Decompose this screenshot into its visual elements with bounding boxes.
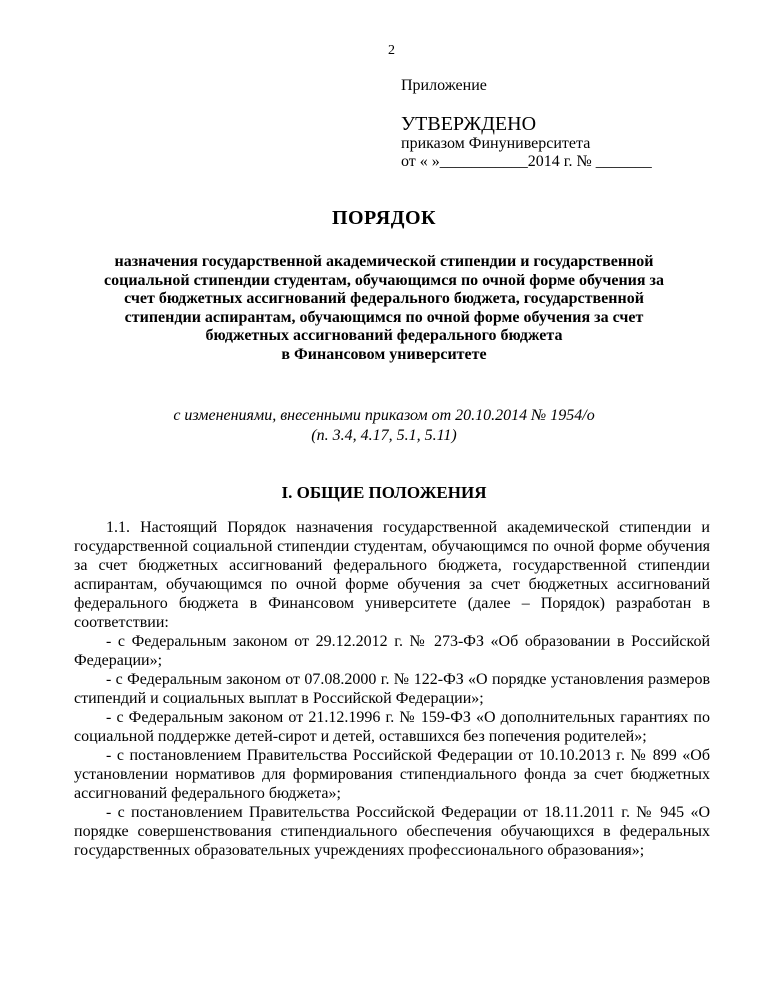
body-paragraph: - с Федеральным законом от 21.12.1996 г. № 159-ФЗ «О дополнительных гарантиях по социальной поддержке детей-сирот и детей, оставшихся без попечения родителей»; bbox=[74, 709, 710, 745]
document-subtitle bbox=[60, 253, 708, 364]
subtitle-line: назначения государственной академической стипендии и государственной bbox=[114, 253, 654, 270]
order-date-line: от « »___________2014 г. № _______ bbox=[401, 153, 652, 170]
document-title: ПОРЯДОК bbox=[331, 207, 437, 229]
amendments-note bbox=[60, 406, 708, 446]
body-paragraph: - с постановлением Правительства Российской Федерации от 18.11.2011 г. № 945 «О порядке совершенствования стипендиального обеспечения обучающихся в федеральных государственных образовательных учреждениях профессионального образования»; bbox=[74, 804, 710, 859]
body-paragraph: - с постановлением Правительства Российской Федерации от 10.10.2013 г. № 899 «Об установлении нормативов для формирования стипендиального фонда за счет бюджетных ассигнований федерального бюджета»; bbox=[74, 747, 710, 802]
amendments-line: с изменениями, внесенными приказом от 20.10.2014 № 1954/о bbox=[173, 407, 595, 424]
page-number: 2 bbox=[388, 43, 395, 58]
subtitle-line: бюджетных ассигнований федерального бюджета bbox=[205, 327, 563, 344]
body-paragraph: - с Федеральным законом от 29.12.2012 г. № 273-ФЗ «Об образовании в Российской Федерации»; bbox=[74, 633, 710, 669]
document-body bbox=[74, 518, 710, 860]
approved-stamp-text: УТВЕРЖДЕНО bbox=[401, 113, 537, 135]
body-paragraph: 1.1. Настоящий Порядок назначения государственной академической стипендии и государственной социальной стипендии студентам, обучающимся по очной форме обучения за счет бюджетных ассигнований федерального бюджета, государственной стипендии аспирантам, обучающимся по очной форме обучения за счет бюджетных ассигнований федерального бюджета в Финансовом университете (далее – Порядок) разработан в соответствии: bbox=[74, 519, 710, 631]
order-reference: приказом Финуниверситета bbox=[401, 135, 591, 152]
amendments-line: (п. 3.4, 4.17, 5.1, 5.11) bbox=[311, 427, 457, 444]
subtitle-line: в Финансовом университете bbox=[281, 345, 487, 363]
appendix-label: Приложение bbox=[401, 77, 487, 94]
subtitle-line: стипендии аспирантам, обучающимся по очной форме обучения за счет bbox=[124, 308, 644, 326]
subtitle-line: счет бюджетных ассигнований федерального бюджета, государственной bbox=[124, 290, 644, 307]
approval-block bbox=[401, 76, 652, 171]
body-paragraph: - с Федеральным законом от 07.08.2000 г. № 122-ФЗ «О порядке установления размеров стипендий и социальных выплат в Российской Федерации»; bbox=[74, 671, 710, 707]
subtitle-line: социальной стипендии студентам, обучающимся по очной форме обучения за bbox=[104, 271, 664, 289]
section-heading: I. ОБЩИЕ ПОЛОЖЕНИЯ bbox=[281, 483, 487, 502]
